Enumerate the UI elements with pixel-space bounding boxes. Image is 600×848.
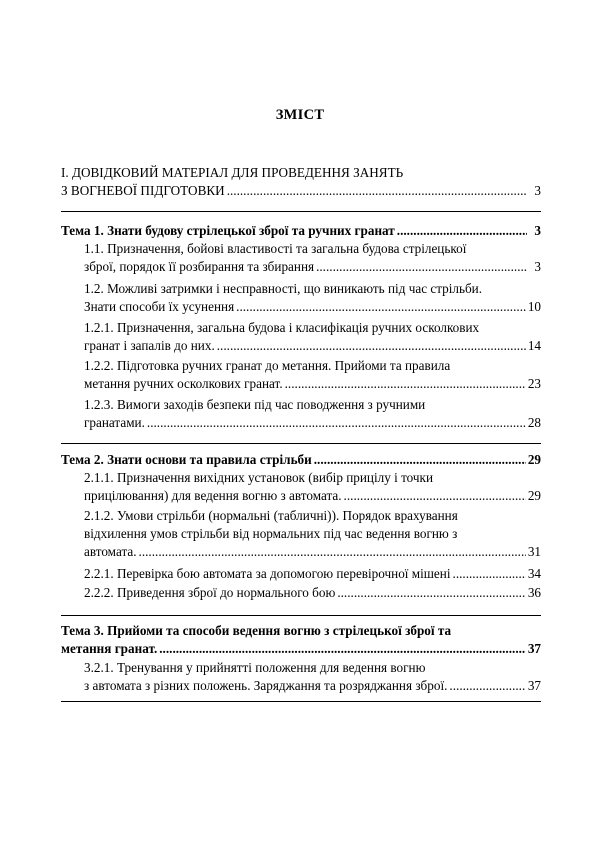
dot-leader: [236, 298, 526, 316]
dot-leader: [314, 451, 526, 469]
dot-leader: [159, 640, 526, 658]
toc-subentry: 1.2.3. Вимоги заходів безпеки під час поводження з ручними гранатами. ..... 28: [84, 396, 541, 432]
toc-section-entry: [61, 164, 541, 200]
theme-title: Тема 2. Знати основи та правила стрільби: [61, 452, 312, 467]
page-number: 3: [534, 223, 541, 238]
toc-subentry: 1.2.2. Підготовка ручних гранат до метання. Прийоми та правила метання ручних осколкових гранат. ..... 23: [84, 357, 541, 393]
entry-line: І. ДОВІДКОВИЙ МАТЕРІАЛ ДЛЯ ПРОВЕДЕННЯ ЗАНЯТЬ: [61, 165, 404, 180]
dot-leader: [227, 182, 527, 200]
toc-subentry: 1.2.1. Призначення, загальна будова і класифікація ручних осколкових гранат і запалів до них. ..... 14: [84, 319, 541, 355]
page-number: 23: [527, 376, 541, 391]
page-number: 29: [527, 452, 541, 467]
divider: [61, 211, 541, 212]
toc-theme-entry: [61, 622, 541, 658]
dot-leader: [344, 487, 526, 505]
divider: [61, 443, 541, 444]
dot-leader: [139, 543, 526, 561]
toc-theme-entry: [61, 451, 541, 469]
toc-subentry: 1.2. Можливі затримки і несправності, що виникають під час стрільби. Знати способи їх усунення ..... 10: [84, 280, 541, 316]
toc-subentry: 1.1. Призначення, бойові властивості та загальна будова стрілецької зброї, порядок її розбирання та збирання ..... 3: [84, 240, 541, 276]
toc-subentry: 2.1.1. Призначення вихідних установок (вибір прицілу і точки прицілювання) для ведення вогню з автомата. ..... 29: [84, 469, 541, 505]
page-number: 37: [527, 641, 541, 656]
page-number: 29: [527, 488, 541, 503]
page-number: 10: [527, 299, 541, 314]
page-number: 3: [534, 183, 541, 198]
toc-subentry: 2.2.1. Перевірка бою автомата за допомогою перевірочної мішені ..... 34: [84, 565, 541, 583]
page-title: ЗМІСТ: [275, 107, 325, 123]
page-number: 31: [527, 544, 541, 559]
dot-leader: [316, 258, 527, 276]
theme-title: Тема 1. Знати будову стрілецької зброї та ручних гранат: [61, 223, 395, 238]
dot-leader: [453, 565, 526, 583]
page-number: 28: [527, 415, 541, 430]
dot-leader: [397, 222, 527, 240]
toc-subentry: 3.2.1. Тренування у прийнятті положення для ведення вогню з автомата з різних положень. Заряджання та розряджання зброї. ..... 37: [84, 659, 541, 695]
dot-leader: [337, 584, 525, 602]
dot-leader: [449, 677, 525, 695]
page-number: 34: [527, 566, 541, 581]
page-number: 3: [534, 259, 541, 274]
toc-subentry: 2.1.2. Умови стрільби (нормальні (табличні)). Порядок врахування відхилення умов стрільби від нормальних під час ведення вогню з автомата. ..... 31: [84, 507, 541, 561]
entry-line: З ВОГНЕВОЇ ПІДГОТОВКИ: [61, 183, 225, 198]
page-number: 36: [527, 585, 541, 600]
theme-title: Тема 3. Прийоми та способи ведення вогню з стрілецької зброї та: [61, 623, 452, 638]
page-number: 37: [527, 678, 541, 693]
dot-leader: [147, 414, 526, 432]
toc-subentry: 2.2.2. Приведення зброї до нормального бою ..... 36: [84, 584, 541, 602]
page-number: 14: [527, 338, 541, 353]
toc-theme-entry: [61, 222, 541, 240]
divider: [61, 701, 541, 702]
dot-leader: [285, 375, 526, 393]
theme-title: метання гранат.: [61, 641, 158, 656]
dot-leader: [217, 337, 526, 355]
divider: [61, 615, 541, 616]
